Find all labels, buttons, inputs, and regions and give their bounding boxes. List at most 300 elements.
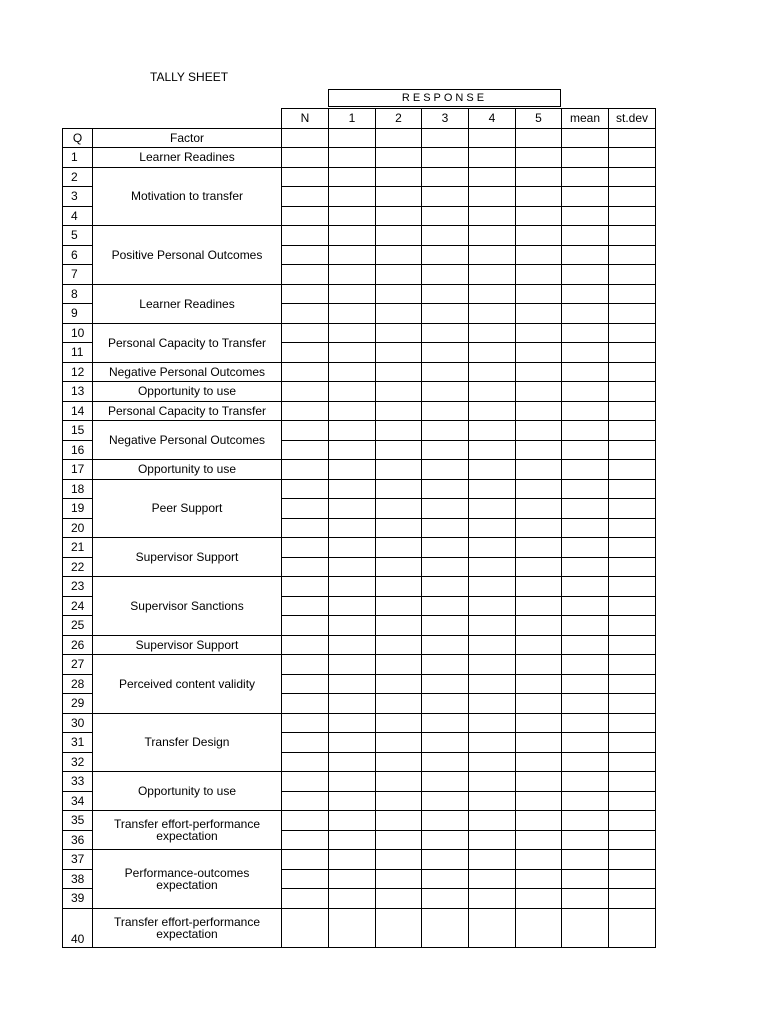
question-number: 16 bbox=[63, 440, 93, 460]
cell-response-1 bbox=[329, 908, 376, 947]
cell-response-5 bbox=[516, 655, 562, 675]
cell-stdev bbox=[609, 694, 656, 714]
cell-response-3 bbox=[422, 265, 469, 285]
cell-response-3 bbox=[422, 401, 469, 421]
table-row bbox=[63, 226, 656, 246]
question-number: 38 bbox=[63, 869, 93, 889]
question-number: 14 bbox=[63, 401, 93, 421]
question-number: 32 bbox=[63, 752, 93, 772]
cell-stdev bbox=[609, 889, 656, 909]
cell-mean bbox=[562, 733, 609, 753]
cell-response-5 bbox=[516, 323, 562, 343]
question-number: 28 bbox=[63, 674, 93, 694]
table-row bbox=[63, 655, 656, 675]
factor-label: Perceived content validity bbox=[93, 655, 282, 714]
cell-response-3 bbox=[422, 323, 469, 343]
cell-response-3 bbox=[422, 226, 469, 246]
cell-mean bbox=[562, 304, 609, 324]
cell-response-4 bbox=[469, 284, 516, 304]
table-row bbox=[63, 460, 656, 480]
cell-n bbox=[282, 284, 329, 304]
cell-response-5 bbox=[516, 811, 562, 831]
cell-n bbox=[282, 869, 329, 889]
cell-response-3 bbox=[422, 557, 469, 577]
header-mean: mean bbox=[562, 109, 609, 129]
cell-response-5 bbox=[516, 850, 562, 870]
cell-response-3 bbox=[422, 284, 469, 304]
cell-mean bbox=[562, 850, 609, 870]
cell-response-2 bbox=[376, 187, 422, 207]
cell-response-4 bbox=[469, 460, 516, 480]
cell-response-1 bbox=[329, 479, 376, 499]
question-number: 20 bbox=[63, 518, 93, 538]
cell-response-2 bbox=[376, 557, 422, 577]
header-stdev: st.dev bbox=[609, 109, 656, 129]
cell-response-2 bbox=[376, 811, 422, 831]
cell-response-1 bbox=[329, 343, 376, 363]
cell-stdev bbox=[609, 616, 656, 636]
cell-response-1 bbox=[329, 577, 376, 597]
cell-n bbox=[282, 265, 329, 285]
cell-response-5 bbox=[516, 518, 562, 538]
cell-response-3 bbox=[422, 343, 469, 363]
cell-response-4 bbox=[469, 596, 516, 616]
cell-response-2 bbox=[376, 245, 422, 265]
cell-response-3 bbox=[422, 616, 469, 636]
cell-response-4 bbox=[469, 499, 516, 519]
cell-stdev bbox=[609, 830, 656, 850]
question-number: 40 bbox=[63, 908, 93, 947]
cell-response-1 bbox=[329, 187, 376, 207]
cell-response-5 bbox=[516, 304, 562, 324]
cell-response-4 bbox=[469, 479, 516, 499]
cell-response-1 bbox=[329, 167, 376, 187]
cell-response-1 bbox=[329, 850, 376, 870]
cell-response-5 bbox=[516, 284, 562, 304]
cell-mean bbox=[562, 752, 609, 772]
table-row bbox=[63, 323, 656, 343]
cell-response-3 bbox=[422, 167, 469, 187]
cell-stdev bbox=[609, 187, 656, 207]
cell-mean bbox=[562, 343, 609, 363]
blank-cell bbox=[93, 109, 282, 129]
cell-n bbox=[282, 889, 329, 909]
question-number: 34 bbox=[63, 791, 93, 811]
empty-cell bbox=[609, 128, 656, 148]
factor-header-row bbox=[63, 128, 656, 148]
cell-response-4 bbox=[469, 674, 516, 694]
cell-response-3 bbox=[422, 577, 469, 597]
cell-response-5 bbox=[516, 499, 562, 519]
question-number: 3 bbox=[63, 187, 93, 207]
question-number: 11 bbox=[63, 343, 93, 363]
cell-response-4 bbox=[469, 889, 516, 909]
cell-mean bbox=[562, 187, 609, 207]
factor-label: Learner Readines bbox=[93, 148, 282, 168]
cell-response-5 bbox=[516, 830, 562, 850]
cell-stdev bbox=[609, 596, 656, 616]
cell-response-4 bbox=[469, 265, 516, 285]
cell-response-2 bbox=[376, 791, 422, 811]
cell-response-4 bbox=[469, 694, 516, 714]
cell-response-5 bbox=[516, 382, 562, 402]
cell-response-1 bbox=[329, 245, 376, 265]
table-row bbox=[63, 167, 656, 187]
factor-label: Negative Personal Outcomes bbox=[93, 362, 282, 382]
table-row bbox=[63, 811, 656, 831]
cell-response-3 bbox=[422, 869, 469, 889]
cell-n bbox=[282, 499, 329, 519]
cell-response-3 bbox=[422, 713, 469, 733]
cell-response-2 bbox=[376, 752, 422, 772]
factor-label: Transfer Design bbox=[93, 713, 282, 772]
table-row bbox=[63, 538, 656, 558]
cell-response-4 bbox=[469, 148, 516, 168]
cell-response-2 bbox=[376, 850, 422, 870]
cell-stdev bbox=[609, 401, 656, 421]
cell-n bbox=[282, 752, 329, 772]
cell-response-1 bbox=[329, 616, 376, 636]
cell-response-2 bbox=[376, 869, 422, 889]
cell-mean bbox=[562, 791, 609, 811]
cell-mean bbox=[562, 284, 609, 304]
cell-response-5 bbox=[516, 733, 562, 753]
cell-n bbox=[282, 596, 329, 616]
cell-stdev bbox=[609, 382, 656, 402]
cell-response-3 bbox=[422, 421, 469, 441]
cell-mean bbox=[562, 869, 609, 889]
cell-response-4 bbox=[469, 343, 516, 363]
cell-response-4 bbox=[469, 362, 516, 382]
cell-response-4 bbox=[469, 577, 516, 597]
cell-n bbox=[282, 791, 329, 811]
cell-n bbox=[282, 421, 329, 441]
question-number: 8 bbox=[63, 284, 93, 304]
cell-n bbox=[282, 772, 329, 792]
cell-response-5 bbox=[516, 245, 562, 265]
cell-mean bbox=[562, 460, 609, 480]
cell-response-1 bbox=[329, 772, 376, 792]
cell-response-1 bbox=[329, 518, 376, 538]
cell-response-3 bbox=[422, 655, 469, 675]
cell-response-3 bbox=[422, 596, 469, 616]
cell-stdev bbox=[609, 538, 656, 558]
cell-n bbox=[282, 245, 329, 265]
factor-label: Learner Readines bbox=[93, 284, 282, 323]
cell-mean bbox=[562, 499, 609, 519]
cell-response-1 bbox=[329, 655, 376, 675]
cell-response-2 bbox=[376, 674, 422, 694]
table-row bbox=[63, 479, 656, 499]
question-number: 13 bbox=[63, 382, 93, 402]
cell-response-1 bbox=[329, 401, 376, 421]
cell-n bbox=[282, 577, 329, 597]
table-row bbox=[63, 577, 656, 597]
cell-response-3 bbox=[422, 791, 469, 811]
question-number: 6 bbox=[63, 245, 93, 265]
table-row bbox=[63, 635, 656, 655]
cell-response-3 bbox=[422, 499, 469, 519]
empty-cell bbox=[469, 128, 516, 148]
cell-n bbox=[282, 479, 329, 499]
cell-mean bbox=[562, 245, 609, 265]
factor-label: Negative Personal Outcomes bbox=[93, 421, 282, 460]
factor-label: Supervisor Sanctions bbox=[93, 577, 282, 636]
cell-response-5 bbox=[516, 752, 562, 772]
cell-response-1 bbox=[329, 811, 376, 831]
cell-response-5 bbox=[516, 616, 562, 636]
cell-response-2 bbox=[376, 167, 422, 187]
empty-cell bbox=[376, 128, 422, 148]
cell-mean bbox=[562, 908, 609, 947]
cell-response-5 bbox=[516, 167, 562, 187]
factor-label: Opportunity to use bbox=[93, 382, 282, 402]
cell-mean bbox=[562, 635, 609, 655]
cell-mean bbox=[562, 596, 609, 616]
cell-mean bbox=[562, 577, 609, 597]
cell-response-5 bbox=[516, 265, 562, 285]
question-number: 30 bbox=[63, 713, 93, 733]
table-row bbox=[63, 421, 656, 441]
cell-response-2 bbox=[376, 733, 422, 753]
table-row bbox=[63, 713, 656, 733]
cell-mean bbox=[562, 674, 609, 694]
cell-n bbox=[282, 830, 329, 850]
cell-response-2 bbox=[376, 226, 422, 246]
cell-mean bbox=[562, 265, 609, 285]
cell-mean bbox=[562, 713, 609, 733]
cell-mean bbox=[562, 557, 609, 577]
cell-n bbox=[282, 304, 329, 324]
cell-response-4 bbox=[469, 382, 516, 402]
cell-stdev bbox=[609, 713, 656, 733]
cell-n bbox=[282, 343, 329, 363]
cell-response-3 bbox=[422, 148, 469, 168]
cell-response-5 bbox=[516, 421, 562, 441]
cell-response-2 bbox=[376, 616, 422, 636]
cell-mean bbox=[562, 811, 609, 831]
cell-response-2 bbox=[376, 713, 422, 733]
question-number: 1 bbox=[63, 148, 93, 168]
cell-response-1 bbox=[329, 694, 376, 714]
cell-response-4 bbox=[469, 635, 516, 655]
cell-stdev bbox=[609, 421, 656, 441]
cell-response-5 bbox=[516, 557, 562, 577]
cell-response-1 bbox=[329, 304, 376, 324]
sheet-title: TALLY SHEET bbox=[150, 70, 229, 84]
cell-response-2 bbox=[376, 460, 422, 480]
question-number: 19 bbox=[63, 499, 93, 519]
cell-response-5 bbox=[516, 577, 562, 597]
question-number: 37 bbox=[63, 850, 93, 870]
factor-label: Personal Capacity to Transfer bbox=[93, 401, 282, 421]
cell-stdev bbox=[609, 499, 656, 519]
question-number: 12 bbox=[63, 362, 93, 382]
cell-response-5 bbox=[516, 869, 562, 889]
cell-response-1 bbox=[329, 538, 376, 558]
cell-response-2 bbox=[376, 421, 422, 441]
header-q: Q bbox=[63, 128, 93, 148]
cell-stdev bbox=[609, 518, 656, 538]
cell-response-5 bbox=[516, 206, 562, 226]
header-n: N bbox=[282, 109, 329, 129]
cell-response-3 bbox=[422, 830, 469, 850]
cell-response-4 bbox=[469, 421, 516, 441]
cell-mean bbox=[562, 538, 609, 558]
cell-response-2 bbox=[376, 772, 422, 792]
cell-response-4 bbox=[469, 791, 516, 811]
cell-stdev bbox=[609, 479, 656, 499]
cell-response-4 bbox=[469, 733, 516, 753]
cell-response-1 bbox=[329, 148, 376, 168]
cell-response-3 bbox=[422, 479, 469, 499]
cell-response-5 bbox=[516, 538, 562, 558]
cell-mean bbox=[562, 518, 609, 538]
cell-response-4 bbox=[469, 440, 516, 460]
factor-label: Positive Personal Outcomes bbox=[93, 226, 282, 285]
question-number: 26 bbox=[63, 635, 93, 655]
cell-n bbox=[282, 401, 329, 421]
header-response-4: 4 bbox=[469, 109, 516, 129]
cell-response-3 bbox=[422, 362, 469, 382]
cell-stdev bbox=[609, 460, 656, 480]
cell-response-5 bbox=[516, 148, 562, 168]
cell-response-2 bbox=[376, 440, 422, 460]
cell-stdev bbox=[609, 362, 656, 382]
cell-response-4 bbox=[469, 850, 516, 870]
cell-n bbox=[282, 518, 329, 538]
cell-response-4 bbox=[469, 518, 516, 538]
cell-response-4 bbox=[469, 713, 516, 733]
cell-stdev bbox=[609, 343, 656, 363]
cell-stdev bbox=[609, 811, 656, 831]
cell-response-4 bbox=[469, 830, 516, 850]
table-row bbox=[63, 148, 656, 168]
cell-response-5 bbox=[516, 674, 562, 694]
question-number: 35 bbox=[63, 811, 93, 831]
cell-mean bbox=[562, 401, 609, 421]
cell-n bbox=[282, 226, 329, 246]
cell-response-5 bbox=[516, 440, 562, 460]
cell-response-5 bbox=[516, 635, 562, 655]
factor-label: Peer Support bbox=[93, 479, 282, 538]
cell-response-5 bbox=[516, 401, 562, 421]
tally-table bbox=[62, 108, 656, 948]
cell-n bbox=[282, 440, 329, 460]
cell-response-1 bbox=[329, 869, 376, 889]
cell-response-4 bbox=[469, 616, 516, 636]
cell-response-2 bbox=[376, 538, 422, 558]
cell-response-2 bbox=[376, 206, 422, 226]
cell-mean bbox=[562, 479, 609, 499]
cell-response-4 bbox=[469, 323, 516, 343]
factor-label: Performance-outcomes expectation bbox=[93, 850, 282, 909]
cell-response-4 bbox=[469, 245, 516, 265]
cell-mean bbox=[562, 655, 609, 675]
cell-stdev bbox=[609, 226, 656, 246]
table-row bbox=[63, 362, 656, 382]
table-row bbox=[63, 401, 656, 421]
cell-response-1 bbox=[329, 499, 376, 519]
cell-response-3 bbox=[422, 674, 469, 694]
cell-response-2 bbox=[376, 499, 422, 519]
question-number: 2 bbox=[63, 167, 93, 187]
cell-n bbox=[282, 733, 329, 753]
cell-response-1 bbox=[329, 752, 376, 772]
cell-response-3 bbox=[422, 382, 469, 402]
cell-response-5 bbox=[516, 694, 562, 714]
cell-response-1 bbox=[329, 206, 376, 226]
cell-n bbox=[282, 713, 329, 733]
cell-response-3 bbox=[422, 772, 469, 792]
column-header-row bbox=[63, 109, 656, 129]
cell-response-3 bbox=[422, 304, 469, 324]
cell-response-4 bbox=[469, 811, 516, 831]
cell-stdev bbox=[609, 908, 656, 947]
cell-stdev bbox=[609, 577, 656, 597]
cell-response-5 bbox=[516, 343, 562, 363]
cell-mean bbox=[562, 226, 609, 246]
cell-response-5 bbox=[516, 226, 562, 246]
cell-response-2 bbox=[376, 382, 422, 402]
cell-stdev bbox=[609, 772, 656, 792]
cell-response-3 bbox=[422, 440, 469, 460]
cell-response-5 bbox=[516, 187, 562, 207]
cell-response-4 bbox=[469, 752, 516, 772]
question-number: 27 bbox=[63, 655, 93, 675]
cell-response-1 bbox=[329, 362, 376, 382]
cell-response-5 bbox=[516, 908, 562, 947]
question-number: 15 bbox=[63, 421, 93, 441]
factor-label: Motivation to transfer bbox=[93, 167, 282, 226]
question-number: 7 bbox=[63, 265, 93, 285]
question-number: 31 bbox=[63, 733, 93, 753]
cell-response-1 bbox=[329, 557, 376, 577]
cell-response-2 bbox=[376, 694, 422, 714]
cell-response-2 bbox=[376, 284, 422, 304]
cell-stdev bbox=[609, 635, 656, 655]
header-response-1: 1 bbox=[329, 109, 376, 129]
cell-response-4 bbox=[469, 869, 516, 889]
cell-n bbox=[282, 187, 329, 207]
cell-response-2 bbox=[376, 830, 422, 850]
cell-response-3 bbox=[422, 733, 469, 753]
cell-response-1 bbox=[329, 226, 376, 246]
cell-response-2 bbox=[376, 908, 422, 947]
cell-mean bbox=[562, 382, 609, 402]
cell-n bbox=[282, 655, 329, 675]
cell-response-5 bbox=[516, 889, 562, 909]
empty-cell bbox=[516, 128, 562, 148]
cell-response-3 bbox=[422, 811, 469, 831]
cell-response-3 bbox=[422, 538, 469, 558]
cell-response-3 bbox=[422, 908, 469, 947]
cell-mean bbox=[562, 323, 609, 343]
cell-n bbox=[282, 694, 329, 714]
cell-n bbox=[282, 382, 329, 402]
cell-response-5 bbox=[516, 791, 562, 811]
table-row bbox=[63, 772, 656, 792]
cell-stdev bbox=[609, 674, 656, 694]
table-row bbox=[63, 382, 656, 402]
factor-label: Opportunity to use bbox=[93, 772, 282, 811]
cell-response-2 bbox=[376, 323, 422, 343]
cell-response-3 bbox=[422, 752, 469, 772]
cell-response-3 bbox=[422, 518, 469, 538]
header-response-3: 3 bbox=[422, 109, 469, 129]
cell-response-5 bbox=[516, 362, 562, 382]
cell-response-3 bbox=[422, 460, 469, 480]
